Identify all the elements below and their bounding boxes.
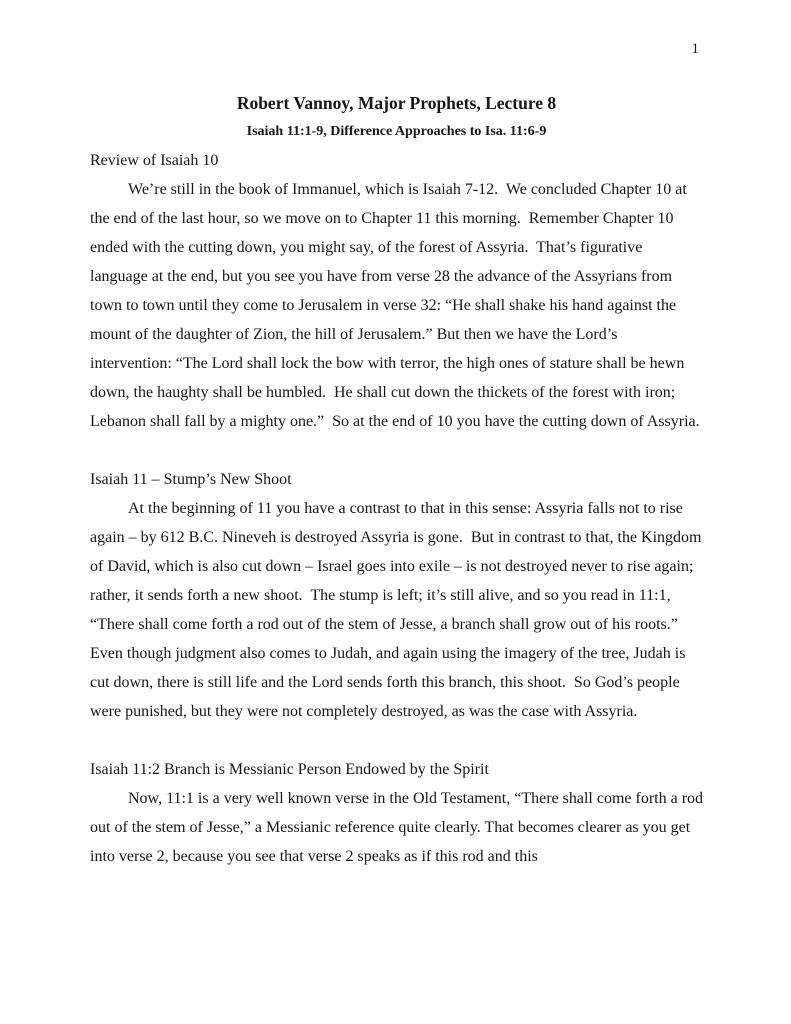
section-heading: Isaiah 11 – Stump’s New Shoot xyxy=(90,471,292,488)
page-number: 1 xyxy=(691,41,699,57)
document-section xyxy=(90,146,703,436)
document-section xyxy=(90,465,706,726)
document-title: Robert Vannoy, Major Prophets, Lecture 8 xyxy=(236,93,557,113)
paragraph: At the beginning of 11 you have a contrast to that in this sense: Assyria falls not to rise again – by 612 B.C. Nineveh is destroyed Assyria is gone. But in contrast to that, the Kingdom of David, which is also cut down – Israel goes into exile – is not destroyed never to rise again; rather, it sends forth a new shoot. The stump is left; it’s still alive, and so you read in 11:1, “There shall come forth a rod out of the stem of Jesse, a branch shall grow out of his roots.” Even though judgment also comes to Judah, and again using the imagery of the tree, Judah is cut down, there is still life and the Lord sends forth this branch, this shoot. So God’s people were punished, but they were not completely destroyed, as was the case with Assyria. xyxy=(90,500,706,720)
document-section xyxy=(90,755,708,871)
section-heading: Review of Isaiah 10 xyxy=(90,152,219,169)
paragraph: We’re still in the book of Immanuel, which is Isaiah 7-12. We concluded Chapter 10 at the end of the last hour, so we move on to Chapter 11 this morning. Remember Chapter 10 ended with the cutting down, you might say, of the forest of Assyria. That’s figurative language at the end, but you see you have from verse 28 the advance of the Assyrians from town to town until they come to Jerusalem in verse 32: “He shall shake his hand against the mount of the daughter of Zion, the hill of Jerusalem.” But then we have the Lord’s intervention: “The Lord shall lock the bow with terror, the high ones of stature shall be hewn down, the haughty shall be humbled. He shall cut down the thickets of the forest with iron; Lebanon shall fall by a mighty one.” So at the end of 10 you have the cutting down of Assyria. xyxy=(90,181,700,430)
document-body xyxy=(90,146,708,871)
paragraph: Now, 11:1 is a very well known verse in the Old Testament, “There shall come forth a rod out of the stem of Jesse,” a Messianic reference quite clearly. That becomes clearer as you get into verse 2, because you see that verse 2 speaks as if this rod and this xyxy=(90,790,708,865)
document-subtitle: Isaiah 11:1-9, Difference Approaches to Isa. 11:6-9 xyxy=(246,124,547,139)
document-content xyxy=(90,88,708,871)
section-heading: Isaiah 11:2 Branch is Messianic Person Endowed by the Spirit xyxy=(90,761,489,778)
